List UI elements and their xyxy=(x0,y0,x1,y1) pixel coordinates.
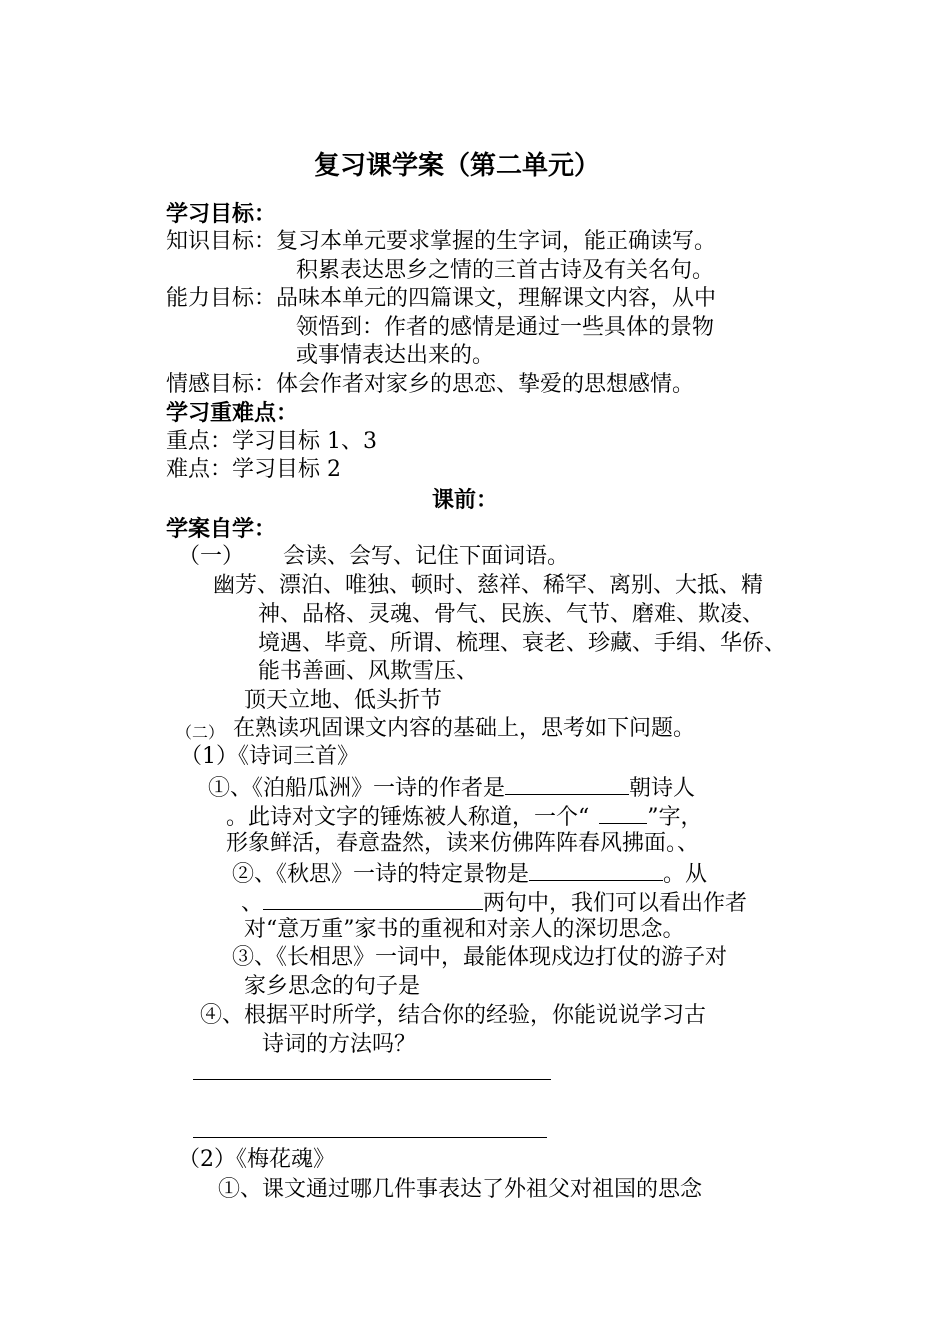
answer-line-2[interactable] xyxy=(193,1137,547,1138)
question-4-line-1: ④、根据平时所学，结合你的经验，你能说说学习古 xyxy=(200,1003,707,1028)
ability-goal-label: 能力目标： xyxy=(166,286,277,311)
answer-line-1[interactable] xyxy=(193,1079,551,1080)
question-3-line-1: ③、《长相思》一词中，最能体现戍边打仗的游子对 xyxy=(232,945,728,970)
question-2-text-c: 、 xyxy=(241,891,264,916)
question-1-line-3: 形象鲜活，春意盎然，读来仿佛阵阵春风拂面。、 xyxy=(226,831,700,856)
question-2-text-b: 。从 xyxy=(663,862,708,887)
plum-section-heading: （2）《梅花魂》 xyxy=(178,1147,335,1172)
question-2-line-2 xyxy=(241,887,747,918)
knowledge-goal-line-1 xyxy=(166,228,716,256)
ability-goal-line-1 xyxy=(166,285,716,313)
knowledge-goal-label: 知识目标： xyxy=(166,229,277,254)
answer-blank-word[interactable] xyxy=(599,801,647,824)
question-1-text-b: 朝诗人 xyxy=(629,776,696,801)
page-title: 复习课学案（第二单元） xyxy=(314,151,601,181)
self-study-heading: 学案自学： xyxy=(166,516,277,542)
part-2-number: （二） xyxy=(176,723,225,742)
emotion-goal-text: 体会作者对家乡的思恋、挚爱的思想感情。 xyxy=(276,372,695,397)
ability-goal-line-2: 领悟到：作者的感情是通过一些具体的景物 xyxy=(296,315,715,340)
answer-blank-scenery[interactable] xyxy=(529,858,663,881)
question-4-line-2: 诗词的方法吗？ xyxy=(262,1032,417,1057)
emotion-goal-line xyxy=(166,371,694,399)
question-1-line-1 xyxy=(208,772,695,803)
word-list-line-2: 神、品格、灵魂、骨气、民族、气节、磨难、欺凌、 xyxy=(258,602,765,627)
ability-goal-line-3: 或事情表达出来的。 xyxy=(296,343,495,368)
word-list-line-3: 境遇、毕竟、所谓、梳理、衰老、珍藏、手绢、华侨、 xyxy=(258,631,787,656)
pre-class-heading: 课前： xyxy=(432,487,499,513)
question-2-text-a: ②、《秋思》一诗的特定景物是 xyxy=(232,862,530,887)
hard-point: 难点：学习目标 2 xyxy=(166,457,341,482)
question-1-text-c: 。此诗对文字的锤炼被人称道，一个“ xyxy=(226,805,590,830)
knowledge-goal-line-2: 积累表达思乡之情的三首古诗及有关名句。 xyxy=(296,258,715,283)
ability-goal-text-1: 品味本单元的四篇课文，理解课文内容，从中 xyxy=(276,286,717,311)
question-1-text-d: ”字， xyxy=(647,805,703,830)
question-1-line-2 xyxy=(226,801,703,832)
question-2-line-3: 对“意万重”家书的重视和对亲人的深切思念。 xyxy=(244,917,685,942)
answer-blank-verses[interactable] xyxy=(263,887,483,910)
answer-blank-dynasty[interactable] xyxy=(505,772,629,795)
part-1-number: （一） xyxy=(178,544,245,569)
word-list-line-5: 顶天立地、低头折节 xyxy=(244,688,443,713)
question-2-line-1 xyxy=(232,858,707,889)
key-point: 重点：学习目标 1、3 xyxy=(166,429,377,454)
part-1-instruction: 会读、会写、记住下面词语。 xyxy=(283,544,570,569)
question-2-text-d: 两句中，我们可以看出作者 xyxy=(483,891,748,916)
goals-heading: 学习目标： xyxy=(166,201,277,227)
knowledge-goal-text-1: 复习本单元要求掌握的生字词，能正确读写。 xyxy=(276,229,717,254)
question-1-text-a: ①、《泊船瓜洲》一诗的作者是 xyxy=(208,776,506,801)
poems-section-heading: （1）《诗词三首》 xyxy=(180,744,359,769)
emotion-goal-label: 情感目标： xyxy=(166,372,277,397)
word-list-line-1: 幽芳、漂泊、唯独、顿时、慈祥、稀罕、离别、大抵、精 xyxy=(213,573,764,598)
keypoints-heading: 学习重难点： xyxy=(166,400,299,426)
plum-question-1: ①、课文通过哪几件事表达了外祖父对祖国的思念 xyxy=(218,1177,703,1202)
word-list-line-4: 能书善画、风欺雪压、 xyxy=(258,659,479,684)
question-3-line-2: 家乡思念的句子是 xyxy=(244,974,421,999)
part-2-instruction: 在熟读巩固课文内容的基础上，思考如下问题。 xyxy=(233,716,696,741)
